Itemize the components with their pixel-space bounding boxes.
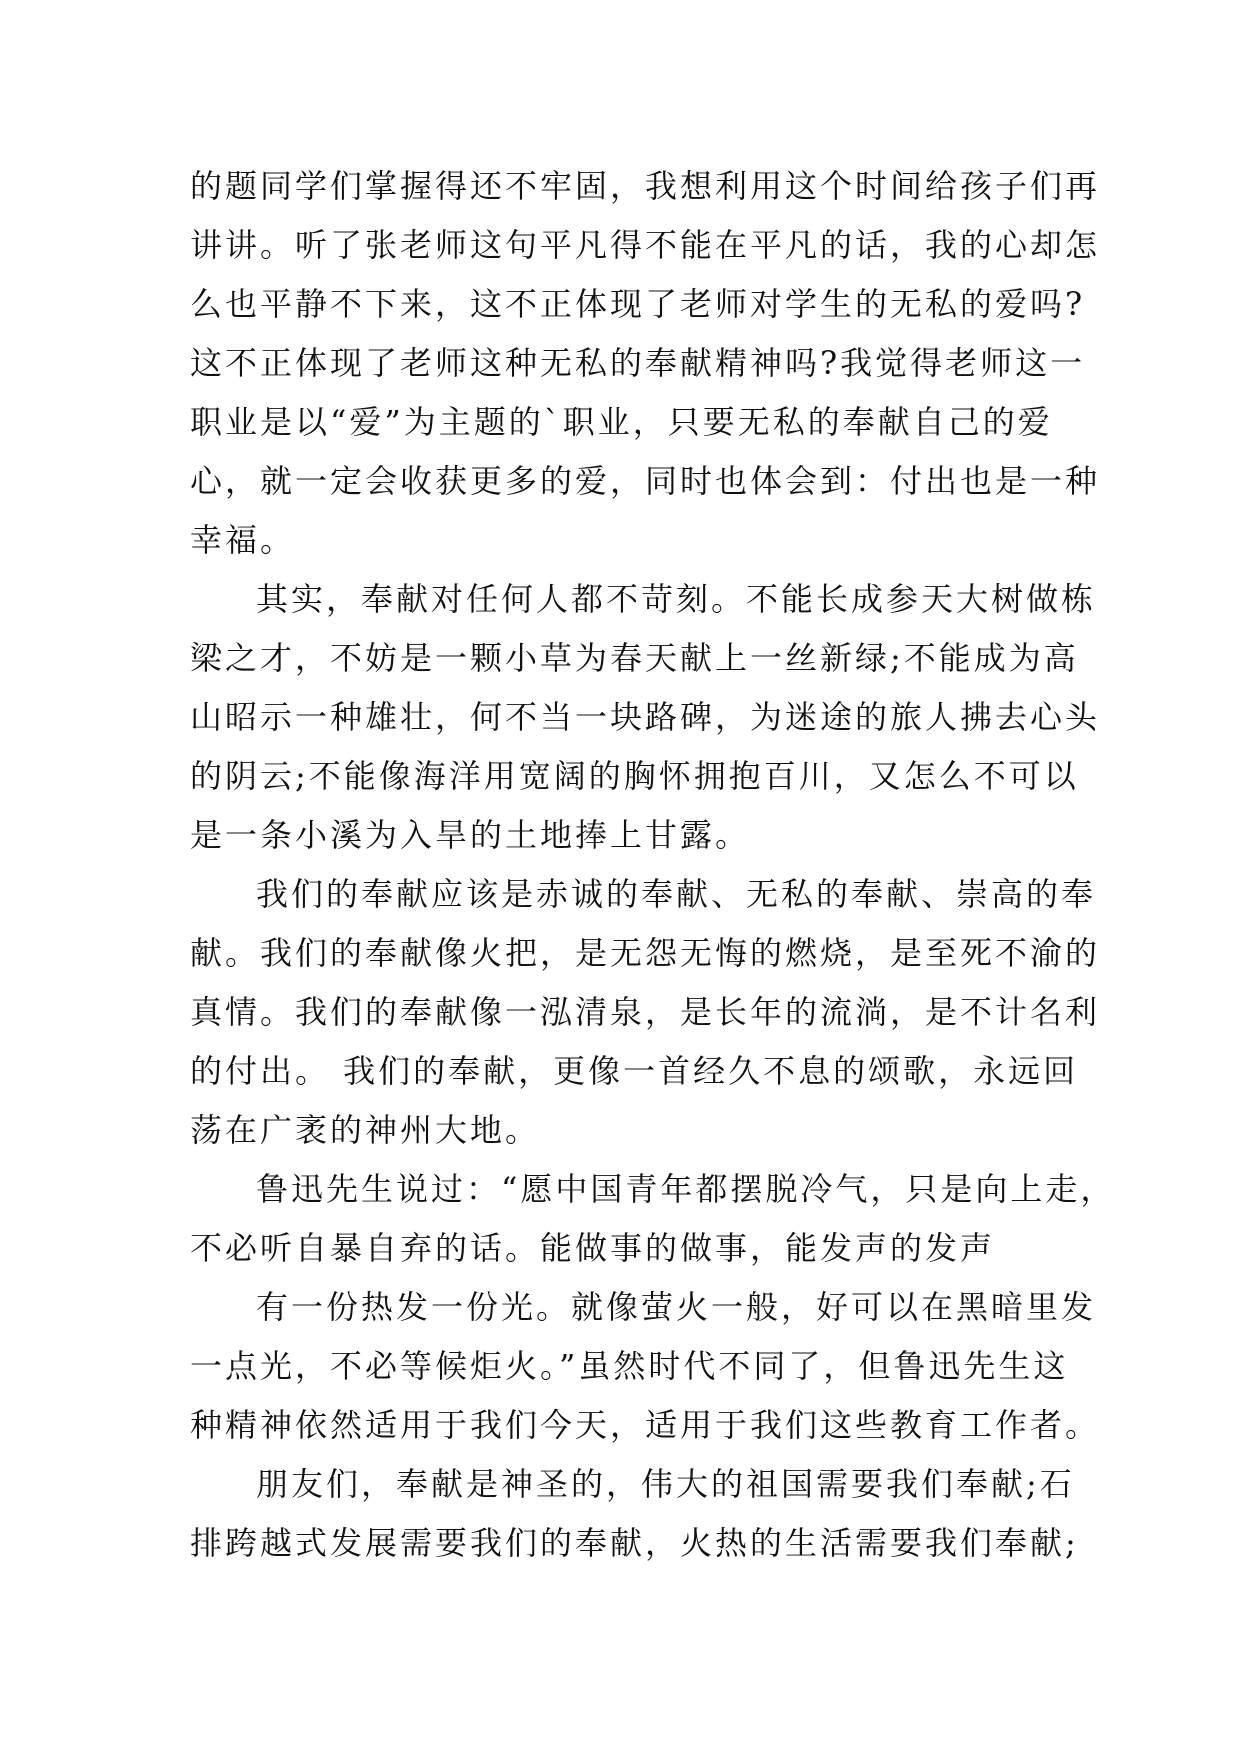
text-line: 心，就一定会收获更多的爱，同时也体会到：付出也是一种 (190, 462, 1101, 500)
text-line: 献。我们的奉献像火把，是无怨无悔的燃烧，是至死不渝的 (190, 934, 1101, 972)
paragraph-start-line: 鲁迅先生说过：“愿中国青年都摆脱冷气，只是向上走， (256, 1170, 1116, 1208)
text-line: 么也平静不下来，这不正体现了老师对学生的无私的爱吗? (190, 285, 1086, 323)
paragraph-start-line: 朋友们，奉献是神圣的，伟大的祖国需要我们奉献;石 (256, 1465, 1075, 1503)
text-line: 梁之才，不妨是一颗小草为春天献上一丝新绿;不能成为高 (190, 639, 1079, 677)
paragraph-start-line: 有一份热发一份光。就像萤火一般，好可以在黑暗里发 (256, 1288, 1097, 1326)
text-line: 的付出。 我们的奉献，更像一首经久不息的颂歌，永远回 (190, 1052, 1079, 1090)
text-line: 真情。我们的奉献像一泓清泉，是长年的流淌，是不计名利 (190, 993, 1101, 1031)
paragraph-start-line: 其实，奉献对任何人都不苛刻。不能长成参天大树做栋 (256, 580, 1097, 618)
text-line: 山昭示一种雄壮，何不当一块路碑，为迷途的旅人拂去心头 (190, 698, 1101, 736)
text-line: 这不正体现了老师这种无私的奉献精神吗?我觉得老师这一 (190, 344, 1086, 382)
paragraph-start-line: 我们的奉献应该是赤诚的奉献、无私的奉献、崇高的奉 (256, 875, 1097, 913)
text-line: 一点光，不必等候炬火。”虽然时代不同了，但鲁迅先生这 (190, 1347, 1069, 1385)
text-line: 种精神依然适用于我们今天，适用于我们这些教育工作者。 (190, 1406, 1101, 1444)
text-line: 的阴云;不能像海洋用宽阔的胸怀拥抱百川，又怎么不可以 (190, 757, 1079, 795)
text-line: 荡在广袤的神州大地。 (190, 1111, 541, 1149)
text-line: 是一条小溪为入旱的土地捧上甘露。 (190, 816, 751, 854)
document-page (190, 157, 1116, 1573)
text-line: 讲讲。听了张老师这句平凡得不能在平凡的话，我的心却怎 (190, 226, 1101, 264)
text-line: 不必听自暴自弃的话。能做事的做事，能发声的发声 (190, 1229, 996, 1267)
text-line: 幸福。 (190, 521, 296, 559)
text-line: 排跨越式发展需要我们的奉献，火热的生活需要我们奉献; (190, 1524, 1079, 1562)
text-line: 的题同学们掌握得还不牢固，我想利用这个时间给孩子们再 (190, 167, 1101, 205)
text-line: 职业是以“爱”为主题的`职业，只要无私的奉献自己的爱 (190, 403, 1053, 441)
